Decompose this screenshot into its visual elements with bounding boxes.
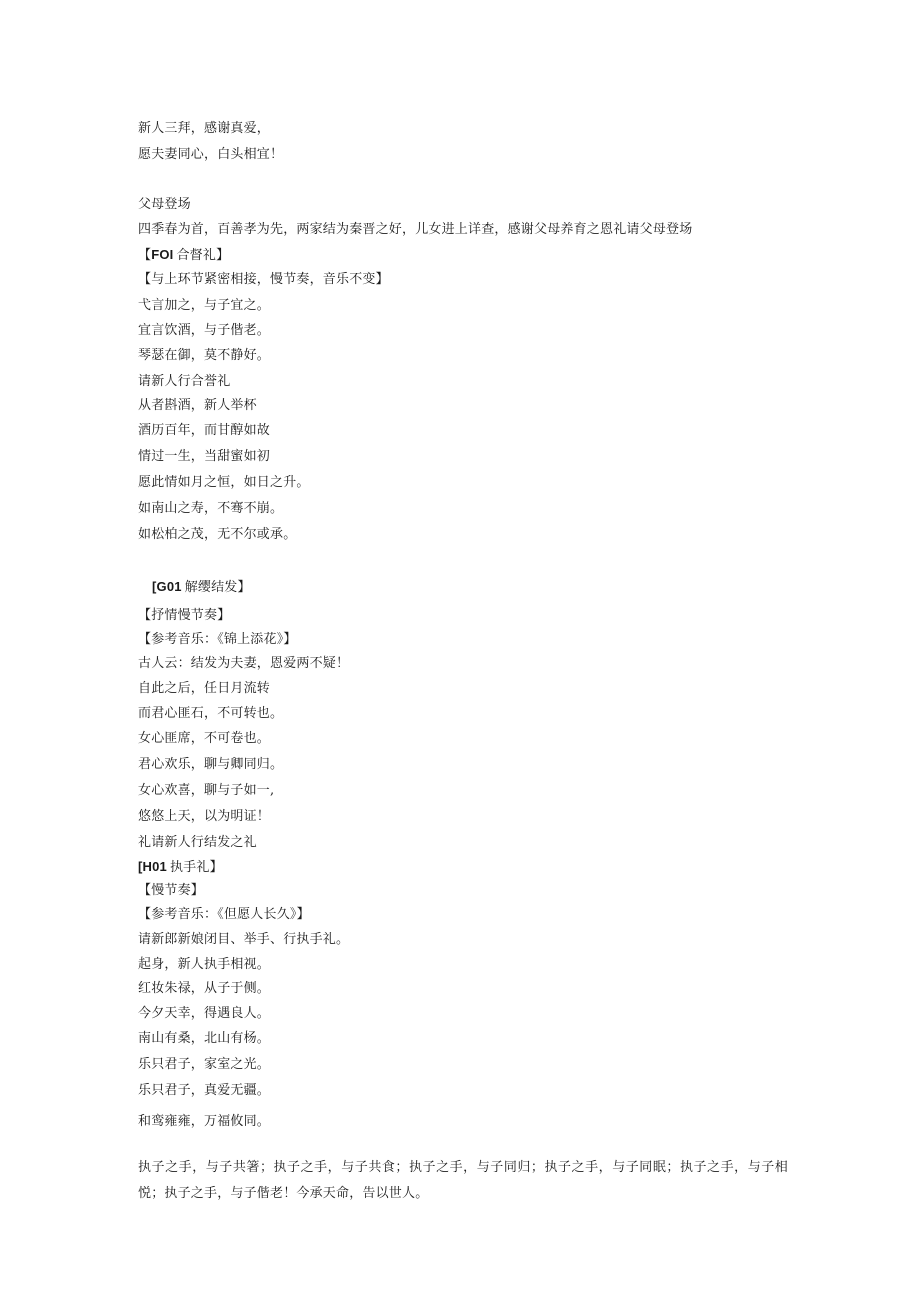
heading-code: FOI [151, 247, 174, 262]
music-note: 【参考音乐：《但愿人长久》】 [138, 907, 310, 922]
text-line: 君心欢乐，聊与卿同归。 [138, 757, 284, 772]
text-line: 自此之后，任日月流转 [138, 681, 271, 696]
heading-code: [G01 [152, 579, 182, 594]
text-line: 请新人行合誉礼 [138, 374, 231, 389]
text-line: 从者斟酒，新人举杯 [138, 398, 257, 413]
text-line: 乐只君子，家室之光。 [138, 1057, 271, 1072]
stage-note: 【慢节奏】 [138, 883, 205, 898]
text-line: 起身，新人执手相视。 [138, 957, 271, 972]
text-line: 愿此情如月之恒，如日之升。 [138, 475, 310, 490]
text-line: 而君心匪石，不可转也。 [138, 706, 284, 721]
section-heading [138, 859, 223, 876]
text-line: 女心匪席，不可卷也。 [138, 731, 271, 746]
text-line: 红妆朱禄，从子于侧。 [138, 981, 271, 996]
text-line: 如松柏之茂，无不尔或承。 [138, 527, 297, 542]
text-line: 女心欢喜，聊与子如一, [138, 783, 275, 798]
stage-note: 【与上环节紧密相接，慢节奏，音乐不变】 [138, 272, 389, 287]
closing-line: 和鸾雍雍，万福攸同。 [138, 1114, 271, 1129]
text-line: 如南山之寿，不骞不崩。 [138, 501, 284, 516]
section-heading [138, 247, 229, 264]
intro-line: 四季春为首，百善孝为先，两家结为秦晋之好，儿女进上详查，感谢父母养育之恩礼请父母登场 [138, 222, 693, 237]
heading-text: 解缨结发】 [184, 580, 251, 595]
heading-code: [H01 [138, 859, 167, 874]
text-line: 请新郎新娘闭目、举手、行执手礼。 [138, 932, 350, 947]
text-line: 南山有桑，北山有杨。 [138, 1031, 271, 1046]
heading-bracket: 【 [138, 248, 152, 263]
text-line: 酒历百年，而甘醇如故 [138, 423, 271, 438]
text-line: 古人云：结发为夫妻，恩爱两不疑！ [138, 656, 350, 671]
text-line: 愿夫妻同心，白头相宜！ [138, 147, 284, 162]
heading-text: 执手礼】 [169, 860, 223, 875]
stage-note: 【抒情慢节奏】 [138, 608, 231, 623]
text-line: 新人三拜，感谢真爱， [138, 121, 271, 136]
text-line: 弋言加之，与子宜之。 [138, 298, 271, 313]
section-title: 父母登场 [138, 197, 191, 212]
text-line: 礼请新人行结发之礼 [138, 835, 257, 850]
text-line: 今夕天幸，得遇良人。 [138, 1006, 271, 1021]
final-paragraph: 执子之手，与子共箸；执子之手，与子共食；执子之手，与子同归；执子之手，与子同眠；执子之手，与子相悦；执子之手，与子偕老！今承天命，告以世人。 [138, 1160, 788, 1201]
text-line: 琴瑟在御，莫不静好。 [138, 348, 271, 363]
text-line: 乐只君子，真爱无疆。 [138, 1083, 271, 1098]
text-line: 悠悠上天，以为明证！ [138, 809, 271, 824]
text-line: 情过一生，当甜蜜如初 [138, 449, 271, 464]
music-note: 【参考音乐：《锦上添花》】 [138, 632, 297, 647]
section-heading [152, 579, 251, 596]
text-line: 宜言饮酒，与子偕老。 [138, 323, 271, 338]
heading-text: 合督礼】 [176, 248, 230, 263]
